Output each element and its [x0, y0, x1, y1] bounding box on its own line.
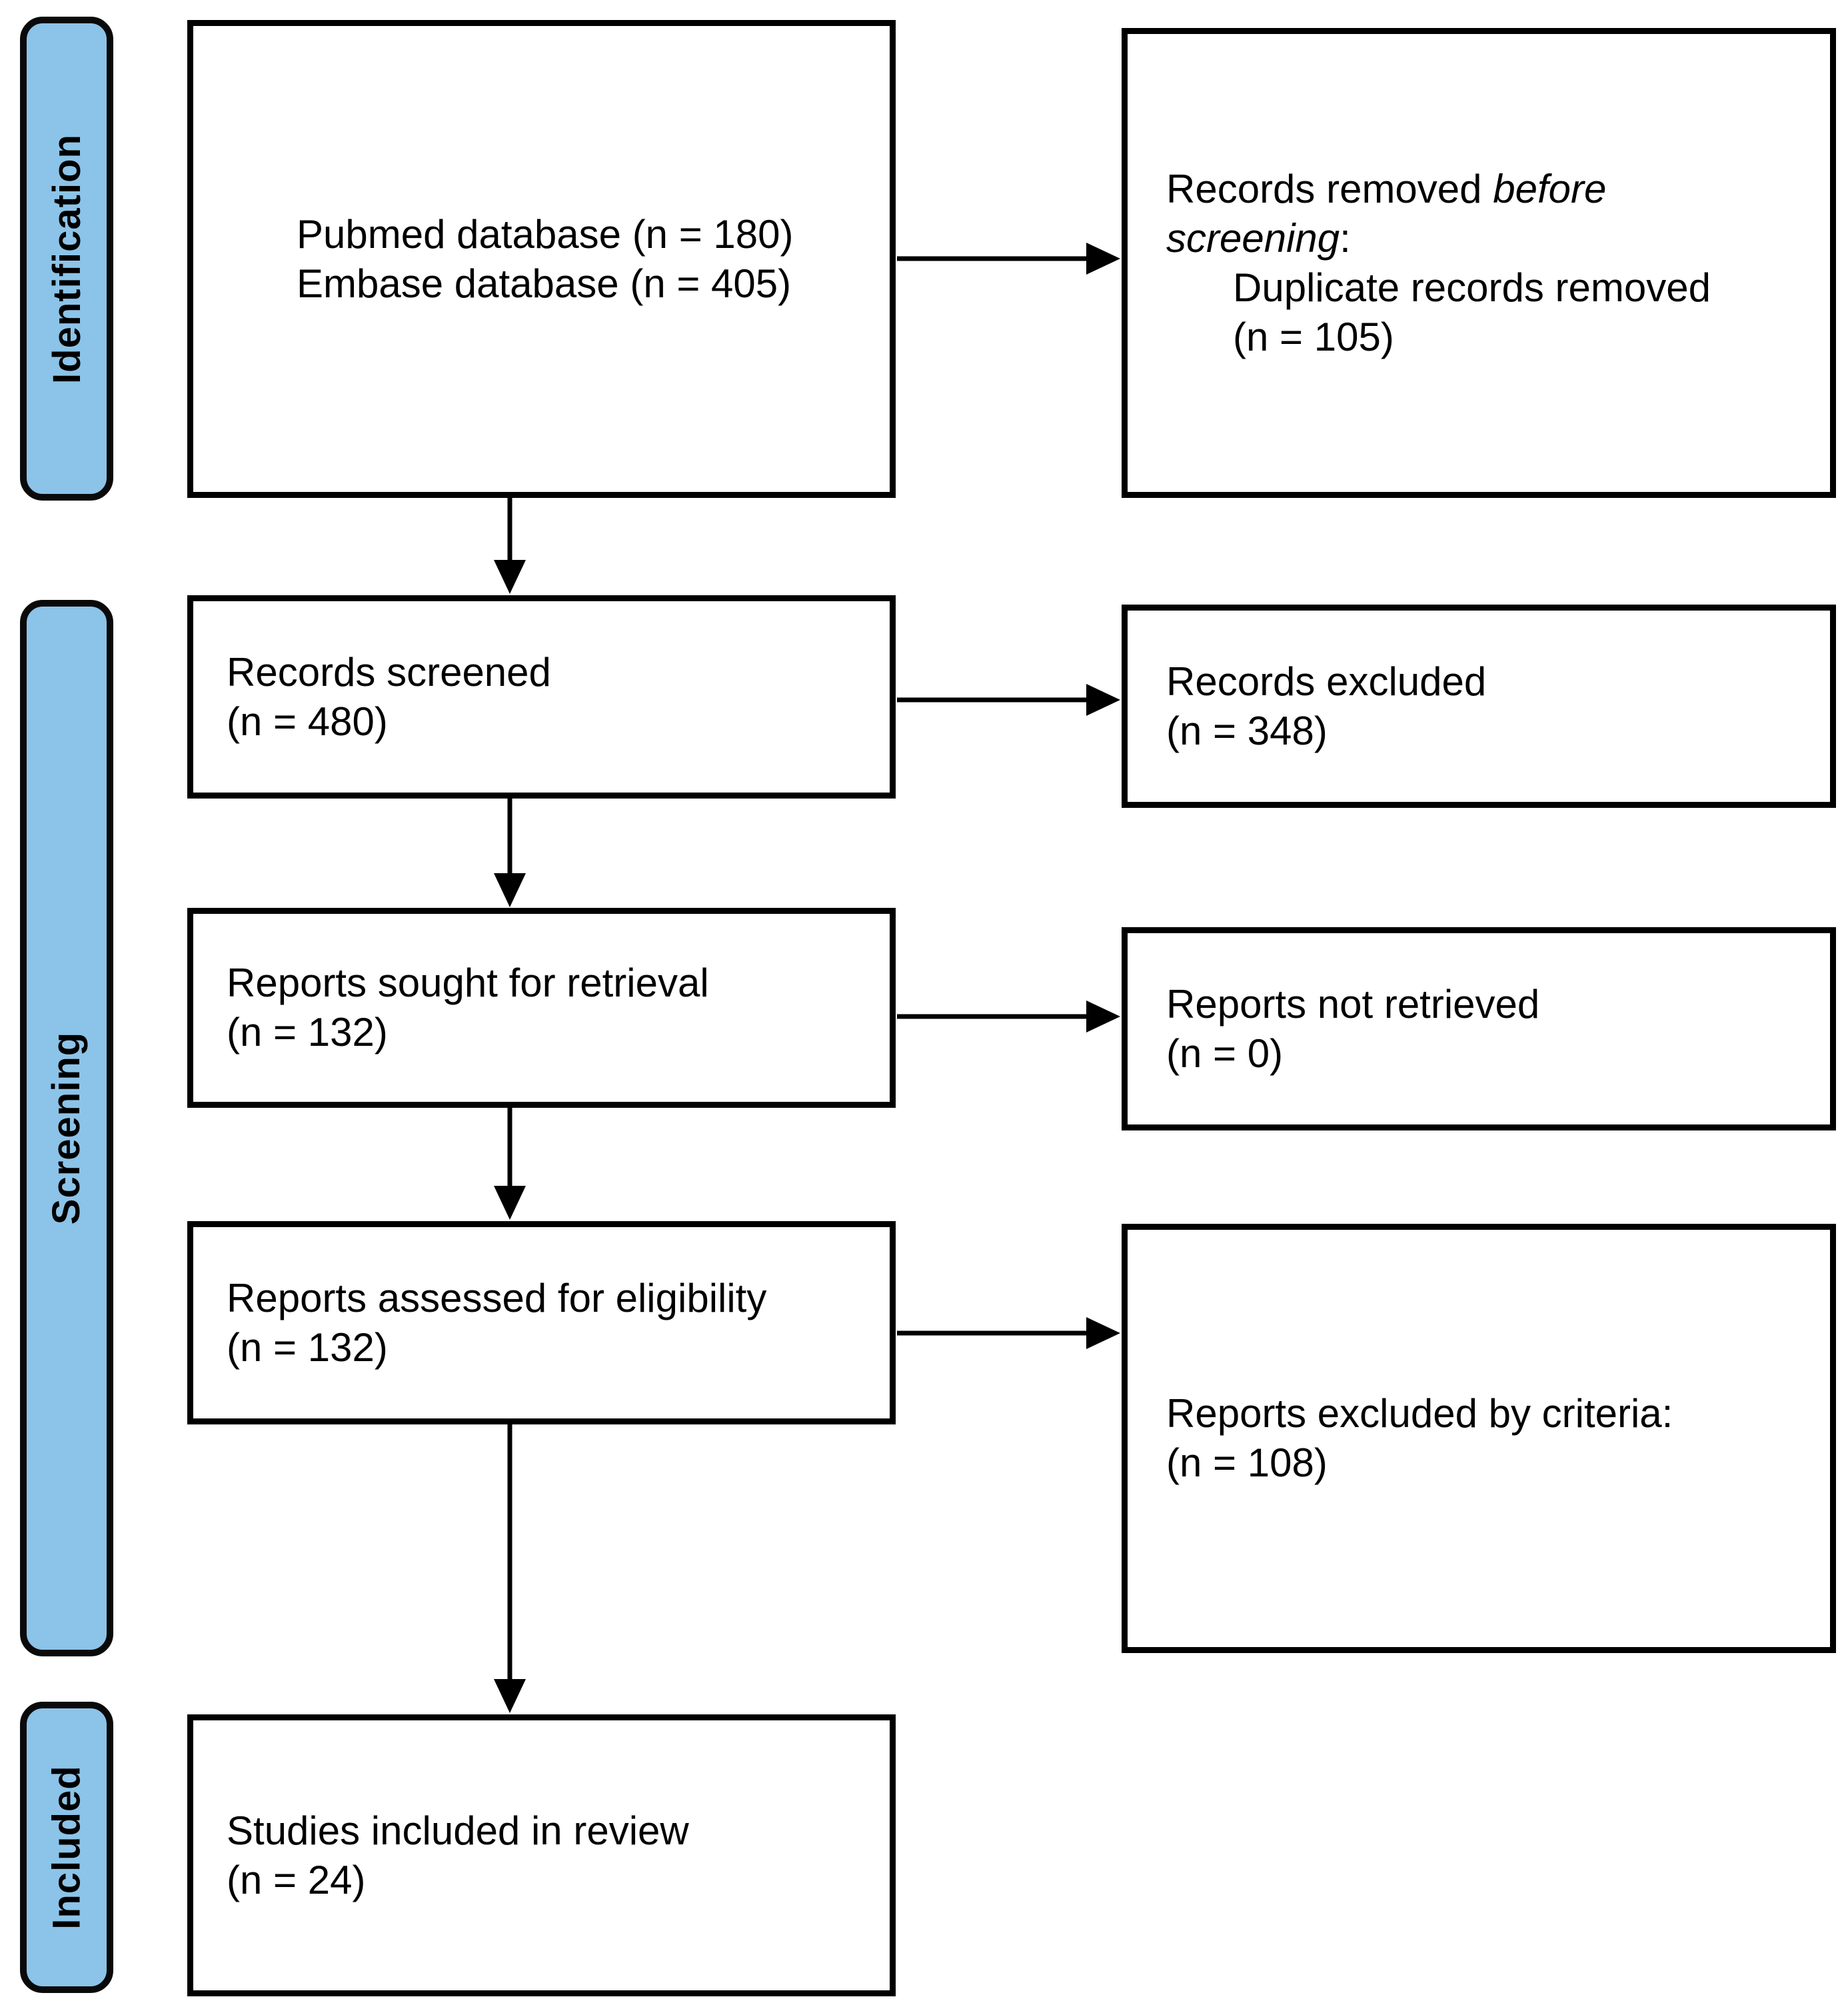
arrow-screened-to-excluded: [897, 684, 1120, 716]
records-screened-count: (n = 480): [227, 699, 388, 744]
box-reports-assessed: [187, 1221, 896, 1424]
duplicates-removed-text: Duplicate records removed: [1233, 265, 1711, 310]
stage-bar-screening: [20, 600, 113, 1656]
box-reports-excluded-by-criteria: [1122, 1224, 1836, 1653]
arrow-sources-to-screened: [494, 498, 526, 594]
arrow-assessed-to-excluded-criteria: [897, 1317, 1120, 1349]
box-database-sources: [187, 20, 896, 498]
studies-included-count: (n = 24): [227, 1857, 366, 1902]
reports-assessed-count: (n = 132): [227, 1324, 388, 1370]
stage-label-screening: Screening: [45, 1031, 89, 1225]
arrow-sources-to-removed: [897, 243, 1120, 275]
reports-sought-count: (n = 132): [227, 1010, 388, 1054]
stage-label-identification: Identification: [45, 133, 89, 384]
embase-count-text: Embase database (n = 405): [297, 261, 792, 306]
records-excluded-count: (n = 348): [1166, 708, 1328, 753]
box-reports-sought: [187, 908, 896, 1108]
arrow-screened-to-sought: [494, 799, 526, 907]
arrow-assessed-to-included: [494, 1424, 526, 1713]
records-screened-text: Records screened: [227, 649, 551, 695]
reports-not-retrieved-text: Reports not retrieved: [1166, 981, 1540, 1026]
box-reports-not-retrieved: [1122, 927, 1836, 1130]
stage-bar-identification: [20, 17, 113, 501]
box-records-screened: [187, 595, 896, 799]
reports-sought-text: Reports sought for retrieval: [227, 961, 709, 1005]
reports-not-retrieved-count: (n = 0): [1166, 1030, 1284, 1076]
box-records-removed-before-screening: [1122, 28, 1836, 498]
records-removed-line1: Records removed before: [1166, 166, 1607, 211]
studies-included-text: Studies included in review: [227, 1808, 689, 1853]
reports-excluded-criteria-count: (n = 108): [1166, 1440, 1328, 1485]
records-removed-line2: screening:: [1166, 215, 1351, 261]
records-excluded-text: Records excluded: [1166, 659, 1487, 704]
stage-bar-included: [20, 1702, 113, 1993]
box-studies-included: [187, 1714, 896, 1996]
arrow-sought-to-assessed: [494, 1108, 526, 1220]
stage-label-included: Included: [45, 1765, 89, 1930]
reports-assessed-text: Reports assessed for eligibility: [227, 1275, 767, 1320]
box-records-excluded: [1122, 605, 1836, 808]
duplicates-removed-count: (n = 105): [1233, 314, 1394, 359]
reports-excluded-criteria-text: Reports excluded by criteria:: [1166, 1391, 1673, 1436]
arrow-sought-to-not-retrieved: [897, 1001, 1120, 1032]
pubmed-count-text: Pubmed database (n = 180): [297, 211, 794, 257]
